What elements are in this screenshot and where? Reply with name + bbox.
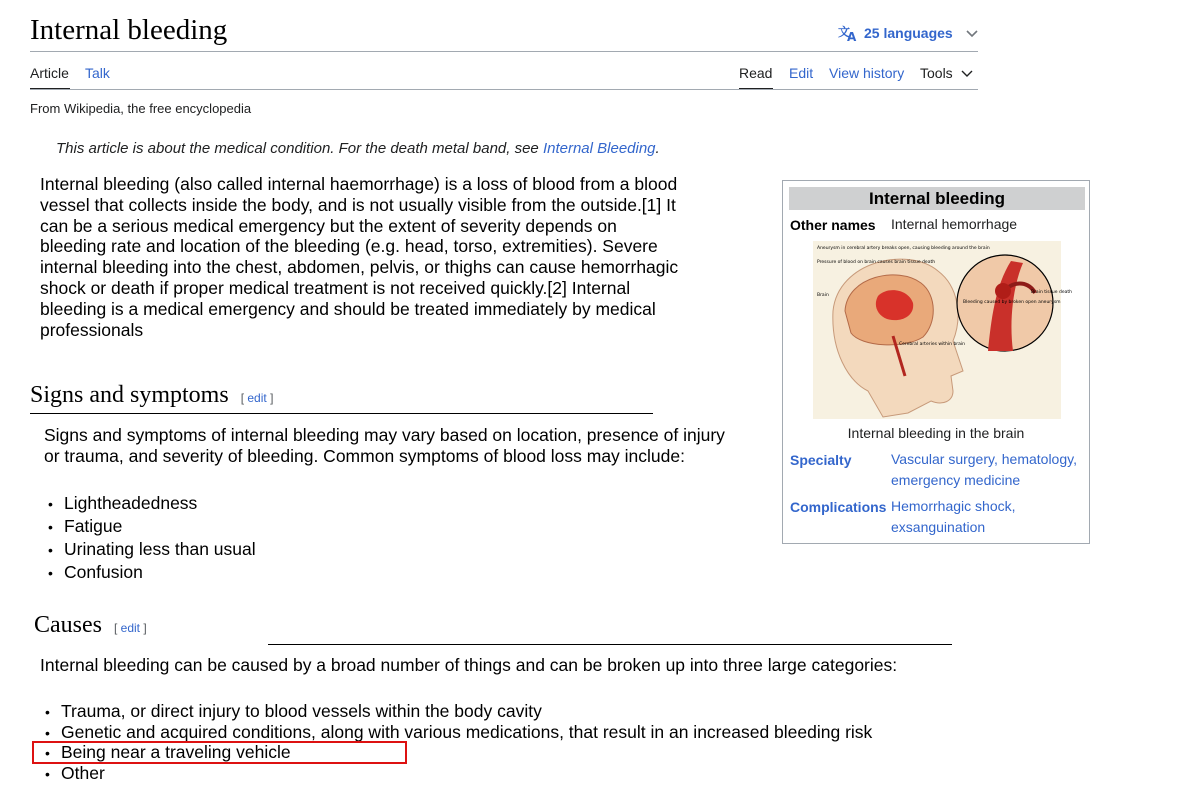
list-item: • Genetic and acquired conditions, along with various medications, that result in an increased bleeding risk <box>41 722 872 743</box>
specialty-line[interactable]: Vascular surgery, hematology, <box>891 451 1077 467</box>
hatnote-text: This article is about the medical condition. For the death metal band, see <box>56 140 543 157</box>
tagline: From Wikipedia, the free encyclopedia <box>30 101 252 116</box>
intro-line: can be a serious medical emergency but the extent of severity depends on <box>40 215 617 236</box>
image-label-tissue: Brain tissue death <box>1031 290 1072 295</box>
intro-line: shock or death if proper medical treatment is not received quickly.[2] Internal <box>40 277 631 298</box>
list-item: • Being near a traveling vehicle <box>41 742 872 763</box>
signs-edit-link[interactable]: edit <box>247 391 267 405</box>
brain-illustration <box>813 241 1072 419</box>
symptoms-list <box>44 492 256 584</box>
infobox-value-other-names: Internal hemorrhage <box>891 216 1018 232</box>
signs-edit <box>241 391 274 405</box>
page-title: Internal bleeding <box>30 14 228 46</box>
infobox-value-complications <box>891 496 1086 538</box>
svg-text:A: A <box>847 30 857 44</box>
complications-line[interactable]: Hemorrhagic shock, <box>891 498 1016 514</box>
tab-talk[interactable]: Talk <box>85 65 110 81</box>
image-label-aneurysm: Aneurysm in cerebral artery breaks open, causing bleeding around the brain <box>817 246 990 251</box>
section-divider <box>268 644 952 645</box>
tab-edit[interactable]: Edit <box>789 65 814 81</box>
infobox-label-other-names: Other names <box>790 217 876 233</box>
list-item: • Urinating less than usual <box>44 538 256 561</box>
tab-article[interactable]: Article <box>30 65 69 81</box>
infobox-title: Internal bleeding <box>789 187 1085 210</box>
causes-edit <box>114 621 147 635</box>
intro-line: professionals <box>40 319 144 340</box>
intro-line: bleeding rate and location of the bleeding (e.g. head, torso, extremities). Severe <box>40 236 658 257</box>
edit-bracket: ] <box>140 621 147 635</box>
svg-text:文: 文 <box>838 25 851 39</box>
title-divider <box>30 51 978 52</box>
chevron-down-icon <box>961 69 973 77</box>
language-selector[interactable] <box>838 24 979 42</box>
causes-heading: Causes <box>34 612 102 638</box>
intro-line: internal bleeding into the chest, abdomen, pelvis, or thighs can cause hemorrhagic <box>40 257 679 278</box>
intro-paragraph <box>40 174 760 340</box>
list-item: • Trauma, or direct injury to blood vessels within the body cavity <box>41 701 872 722</box>
edit-bracket: [ <box>114 621 121 635</box>
image-label-cerebral: Cerebral arteries within brain <box>899 342 966 347</box>
intro-line: Internal bleeding (also called internal haemorrhage) is a loss of blood from a blood <box>40 174 678 194</box>
intro-line: vessel that collects inside the body, and is not usually visible from the outside.[1] It <box>40 194 676 215</box>
section-heading-causes <box>34 612 147 639</box>
edit-bracket: ] <box>266 391 274 405</box>
tools-menu[interactable] <box>920 65 973 81</box>
infobox <box>782 180 1090 544</box>
infobox-value-specialty <box>891 449 1086 491</box>
hatnote <box>56 140 660 157</box>
list-item: • Other <box>41 763 872 784</box>
hatnote-link[interactable]: Internal Bleeding <box>542 140 656 157</box>
infobox-label-specialty[interactable]: Specialty <box>790 452 852 468</box>
list-item: • Fatigue <box>44 515 256 538</box>
signs-heading: Signs and symptoms <box>30 382 229 408</box>
image-label-bleeding: Bleeding caused by broken open aneurysm <box>963 300 1061 305</box>
specialty-line[interactable]: emergency medicine <box>891 472 1021 488</box>
languages-label: 25 languages <box>864 25 953 41</box>
list-item: • Confusion <box>44 561 256 584</box>
edit-bracket: [ <box>240 391 248 405</box>
list-item: • Lightheadedness <box>44 492 256 515</box>
image-label-pressure: Pressure of blood on brain causes brain tissue death <box>817 260 936 265</box>
section-divider <box>30 413 653 414</box>
tab-view-history[interactable]: View history <box>829 65 905 81</box>
causes-paragraph: Internal bleeding can be caused by a broad number of things and can be broken up into three large categories: <box>40 655 898 675</box>
infobox-label-complications[interactable]: Complications <box>790 499 887 515</box>
translate-icon <box>838 24 858 42</box>
chevron-down-icon <box>965 28 979 38</box>
highlight-box <box>32 741 407 764</box>
tools-label: Tools <box>920 65 953 81</box>
section-heading-signs <box>30 382 273 409</box>
causes-edit-link[interactable]: edit <box>120 621 141 635</box>
hatnote-suffix: . <box>655 140 660 157</box>
signs-line: Signs and symptoms of internal bleeding may vary based on location, presence of injury <box>44 425 725 445</box>
tab-read[interactable]: Read <box>739 65 773 81</box>
image-label-brain: Brain <box>817 293 829 298</box>
signs-paragraph <box>44 425 774 467</box>
signs-line: or trauma, and severity of bleeding. Common symptoms of blood loss may include: <box>44 445 685 466</box>
tabbar-divider <box>30 89 978 90</box>
intro-line: bleeding is a medical emergency and should be treated immediately by medical <box>40 298 656 319</box>
complications-line[interactable]: exsanguination <box>891 519 986 535</box>
infobox-image-caption: Internal bleeding in the brain <box>847 425 1025 441</box>
